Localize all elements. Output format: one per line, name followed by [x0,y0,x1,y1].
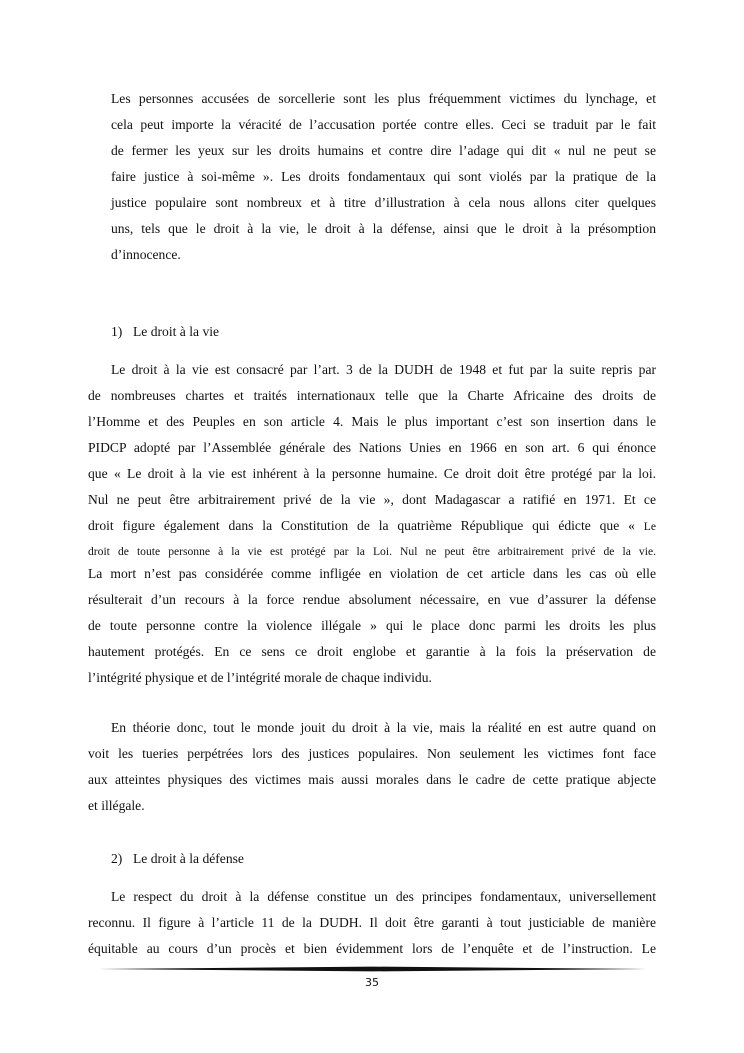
body-line: l’Homme et des Peuples en son article 4. Mais le plus important c’est son insertion dans le [88,414,656,429]
body-line: l’intégrité physique et de l’intégrité morale de chaque individu. [88,670,432,685]
section-heading-2 [111,850,244,868]
section-number: 2) [111,851,123,866]
intro-line: faire justice à soi-même ». Les droits fondamentaux qui sont violés par la pratique de la [111,169,656,184]
section-title: Le droit à la défense [133,851,244,866]
section-heading-1 [111,323,219,341]
intro-line: justice populaire sont nombreux et à titre d’illustration à cela nous allons citer quelques [111,195,656,210]
section-number: 1) [111,324,123,339]
intro-line: cela peut importe la véracité de l’accusation portée contre elles. Ceci se traduit par le fait [111,117,656,132]
body-line: aux atteintes physiques des victimes mais aussi morales dans le cadre de cette pratique abjecte [88,772,656,787]
body-line: PIDCP adopté par l’Assemblée générale des Nations Unies en 1966 en son art. 6 qui énonce [88,440,656,455]
section-title: Le droit à la vie [133,324,220,339]
body-line: En théorie donc, tout le monde jouit du droit à la vie, mais la réalité en est autre quand on [111,720,656,735]
quote-start: Le [643,520,656,533]
body-line: de toute personne contre la violence illégale » qui le place donc parmi les droits les plus [88,618,656,633]
intro-line: Les personnes accusées de sorcellerie sont les plus fréquemment victimes du lynchage, et [111,91,656,106]
body-line: que « Le droit à la vie est inhérent à la personne humaine. Ce droit doit être protégé par la loi. [88,466,656,481]
body-line: et illégale. [88,798,145,813]
intro-line: uns, tels que le droit à la vie, le droit à la défense, ainsi que le droit à la présomption [111,221,656,236]
body-line: La mort n’est pas considérée comme infligée en violation de cet article dans les cas où elle [88,566,656,581]
body-line: résulterait d’un recours à la force rendue absolument nécessaire, en vue d’assurer la défense [88,592,656,607]
body-line: Nul ne peut être arbitrairement privé de la vie », dont Madagascar a ratifié en 1971. Et ce [88,492,656,507]
page-number: 35 [365,976,379,989]
body-line: Le respect du droit à la défense constitue un des principes fondamentaux, universellement [111,889,656,904]
body-line-small: droit de toute personne à la vie est protégé par la Loi. Nul ne peut être arbitrairement privé de la vie. [88,545,656,558]
body-line: reconnu. Il figure à l’article 11 de la DUDH. Il doit être garanti à tout justiciable de manière [88,915,656,930]
body-line: droit figure également dans la Constitution de la quatrième République qui édicte que « Le [88,518,656,533]
footer-rule [98,966,646,972]
body-line: voit les tueries perpétrées lors des justices populaires. Non seulement les victimes font face [88,746,656,761]
intro-line: de fermer les yeux sur les droits humains et contre dire l’adage qui dit « nul ne peut se [111,143,656,158]
body-line: de nombreuses chartes et traités internationaux telle que la Charte Africaine des droits de [88,388,656,403]
intro-line: d’innocence. [111,247,181,262]
body-line: hautement protégés. En ce sens ce droit englobe et garantie à la fois la préservation de [88,644,656,659]
body-line: Le droit à la vie est consacré par l’art. 3 de la DUDH de 1948 et fut par la suite repris par [111,362,656,377]
body-line: équitable au cours d’un procès et bien évidemment lors de l’enquête et de l’instruction. Le [88,941,656,956]
